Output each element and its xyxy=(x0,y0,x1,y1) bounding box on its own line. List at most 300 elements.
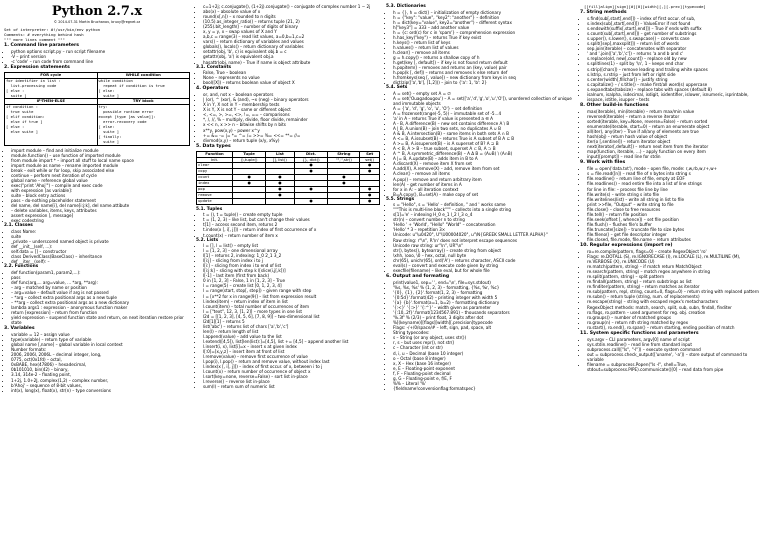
list-item: • s.upper(), s.lower(), s.swapcase() – converts case xyxy=(587,36,764,41)
list-item: • str(), bytes(), bytearray() – create string from object xyxy=(393,248,574,253)
list-item: • def __init__(self, ...): xyxy=(11,244,190,249)
list-item: • file.flush() – flushes file's buffer xyxy=(587,222,764,227)
table-cell: (),tuple() xyxy=(233,157,266,163)
table-header: Set xyxy=(360,151,380,157)
list-item: • ro=re.compile(pattern, flags=0) – create RegexObject 'ro' xyxy=(587,249,764,254)
section-title: 2.2. Functions xyxy=(4,264,39,270)
list-item: • s.lstrip, s.rstrip – just from left or right side xyxy=(587,72,764,77)
list-item: • l[i:j:k] – slicing with step k l[slice(i,j[,k])] xyxy=(203,268,380,273)
list-item: • d, i, u – Decimal (base 10 integer) xyxy=(393,351,574,356)
table-cell: ● xyxy=(328,175,360,181)
files-list xyxy=(580,166,764,242)
table-cell: ● xyxy=(266,181,294,187)
variables-list xyxy=(4,332,190,393)
list-item: • s[1]='e' – indexing H_0 e_1 l_2 l_3 o_4 xyxy=(393,212,574,217)
lists-list xyxy=(196,243,380,389)
list-item: • file.seek(offset [, whence]) – set file position xyxy=(587,217,764,222)
list-item: • t = (1, 2, 3) – like list, but can't change their values xyxy=(203,217,380,222)
section-title: 2.1. Classes xyxy=(4,223,33,229)
table-cell: ● xyxy=(328,181,360,187)
list-item: • %% – Literal '%' xyxy=(393,381,574,386)
table-cell: ● xyxy=(233,175,266,181)
section-title: 5. Data types xyxy=(196,143,231,149)
list-item: • t.index(x [, i[, j]]) – return index of first occurrence of x xyxy=(203,227,380,232)
list-item: • – arg=value – default value if arg is not passed xyxy=(11,290,190,295)
list-item: • h.values() – return list of values xyxy=(393,45,574,50)
list-item: • l[-1] – last item (first from back) xyxy=(203,273,380,278)
list-item: • for line in file: – process file line by line xyxy=(587,187,764,192)
strings-list xyxy=(386,202,574,273)
sets-list xyxy=(386,91,574,197)
table-cell: for identifier in list : list-processing code [ else : suite ] xyxy=(5,78,98,99)
list-item: • str(n) – convert number n to string xyxy=(393,217,574,222)
list-item: • h.keys() – return list of keys xyxy=(393,40,574,45)
list-item: • Flags: re.DOTALL (S), re.IGNORECASE (I), re.LOCALE (L), re.MULTILINE (M), re.VERBOSE (X), re.UNICODE (U) xyxy=(587,254,764,264)
section-title: 5.2. Lists xyxy=(196,237,219,243)
list-item: • t = (), t = tuple() – create empty tuple xyxy=(203,212,380,217)
list-item: • x**y, pow(x,y) – power x^y xyxy=(203,128,380,133)
list-item: • bool([X]) – returns boolean value of object X xyxy=(203,80,380,85)
list-item: • A = frozenset(range(-5, 5)) – immutable set of -5...4 xyxy=(393,111,574,116)
list-item: • pass xyxy=(11,275,190,280)
list-item: • String typecodes: xyxy=(393,330,574,335)
list-item: • l.index(item) – return index of item in list xyxy=(203,299,380,304)
table-cell: copy xyxy=(197,169,233,175)
list-item: • x, y = y, x – swap values of X and Y xyxy=(203,29,380,34)
list-item: • getattr(obj, 'a') is equivalent obj.a xyxy=(203,54,380,59)
list-item: • A >= B, A.issuperset(B) – is A superset of B? A ⊇ B xyxy=(393,141,574,146)
list-item: • re.split(pattern, string) – split pattern xyxy=(587,274,764,279)
list-item: • s.center(width[,fillchar]) – justify string xyxy=(587,77,764,82)
list-item: • A < B, A > B – true subset, superset A ⊂ B, A ⊃ B xyxy=(393,146,574,151)
list-item: • Flags: -/+/0/space/# – left, sign, pad, space, alt xyxy=(393,325,574,330)
list-item: • '{:10,.2f}'.format(1234567.891) – thousands separators xyxy=(393,310,574,315)
table-row xyxy=(197,198,380,204)
table-cell: try: possible runtime error except [type [as value]]: error-recovery code [ else: suite ] [ finally: suite ] xyxy=(97,105,190,145)
list-item: • s.count(sub[,start[,end]]) – get number of substrings xyxy=(587,31,764,36)
list-item: • g = h.copy() – returns a shallow copy of h xyxy=(393,55,574,60)
list-item: • l.remove(value) – remove first occurrence of value xyxy=(203,354,380,359)
list-item: • enumerate(iterable, start=0) – return an enumerate object xyxy=(587,124,764,129)
list-item: • iter(o [,sentinel]) – return iterator object xyxy=(587,139,764,144)
table-cell: index xyxy=(197,181,233,187)
list-item: • l2d[1][1] – returns 5 xyxy=(203,319,380,324)
list-item: • def func(arg,... arg=value, ... *arg, **arg): xyxy=(11,280,190,285)
list-item: • ro.flags, ro.pattern – used argument for reg. obj. creation xyxy=(587,310,764,315)
list-item: • len(l) – return length of list xyxy=(203,329,380,334)
list-item: • s.find(sub[,start[,end]]) – index of first occur. of sub, xyxy=(587,16,764,21)
list-item: • '%s, %s, %s' % (1, 2, 3) – formatting, {%s, %r, %c} xyxy=(393,285,574,290)
list-item: • """This is multi-line block""" – collects into a single string xyxy=(393,207,574,212)
table-cell: ● xyxy=(266,187,294,193)
list-item: • b'Ahoj' – sequence of 8-bit values, xyxy=(11,383,190,388)
list-item: • -c 'code' – run code from command line xyxy=(11,59,190,64)
table-cell: ● xyxy=(360,198,380,204)
list-item: • l[:0]=[x,y,z] – insert item at front of list xyxy=(203,349,380,354)
section-title: 4. Operators xyxy=(196,86,229,92)
list-item: • l[i:] – slicing from index i to end of list xyxy=(203,263,380,268)
list-item: • A = {'a', 'd', 'g', 'o', 'u', 'O'} – set definition xyxy=(393,106,574,111)
list-item: • return [expression] – return from function xyxy=(11,310,190,315)
list-item: • X in Y, X not in Y – membership tests xyxy=(203,102,380,107)
list-item: • re.escape(string) – string with escaped regex's metacharacters xyxy=(587,299,764,304)
numeric-list xyxy=(196,4,380,65)
list-item: • _private – underscored named object is private xyxy=(11,239,190,244)
list-item: • file.fileno() – get file descriptor integer xyxy=(587,232,764,237)
list-item: • '%.3f' % (2/3) – print float, 3 digits after dot xyxy=(393,315,574,320)
list-item: • l = range(start, stop[, step]) – given range with step xyxy=(203,288,380,293)
list-item: • out = subprocess.check_output(['uname', '-a']) – store output of command to variable xyxy=(587,352,764,362)
list-item: • module.function() – use function of imported module xyxy=(11,153,190,158)
list-item: • re.sub(pattern, repl, string, count=0, flags=0) – return string with replaced pattern xyxy=(587,289,764,294)
classes-list xyxy=(4,229,190,264)
table-cell xyxy=(328,198,360,204)
list-item: • 0xBABE, hex(47806) – hexadecimal, xyxy=(11,362,190,367)
list-item: • A = set() – empty set A = ∅ xyxy=(393,91,574,96)
intro-line: """ more lines comment """ xyxy=(4,36,65,42)
table-header: TRY block xyxy=(97,99,190,105)
list-item: • eval(s) – convert and execute code given by string xyxy=(393,263,574,268)
list-item: • hasattr(obj, name) – True if name is object attribute xyxy=(203,60,380,65)
table-cell: clear xyxy=(197,163,233,169)
list-item: • re.subn() – return tuple (string, num. of replacements) xyxy=(587,294,764,299)
list-item: • 'a' in A – returns True if value is presented a ∈ A xyxy=(393,116,574,121)
list-item: • += &= -= |= *= ^= /= >>= %= <<= **= //= xyxy=(203,133,380,138)
list-item: • print(value1, sep=' ', end='\n', file=sys.stdout) xyxy=(393,280,574,285)
list-item: • l.count(item) – total number of occurrences of item xyxy=(203,304,380,309)
list-item: • h.clear() – remove all items xyxy=(393,50,574,55)
page-title: Python 2.7.x xyxy=(51,4,143,19)
table-header: IF-THEN-ELSE xyxy=(5,99,98,105)
list-item: • vars() – return dictionary of variables and values xyxy=(203,39,380,44)
list-item: • l[1] – returns 2, indexing: 1_0 2_1 3_2 xyxy=(203,253,380,258)
list-item: • t[1] – access second item, returns 2 xyxy=(203,222,380,227)
list-item: • suite xyxy=(11,234,190,239)
list-item: • g, G – Floating-point e, f/E, F xyxy=(393,376,574,381)
list-item: • setattr(obj, 'b', c) is equivalent obj.b = c xyxy=(203,49,380,54)
list-item: • file.truncate([size]) – truncate file to size bytes xyxy=(587,227,764,232)
list-item: • {fieldname!conversionflag:formatspec} xyxy=(393,386,574,391)
list-item: • l[i:j] – slicing from index i to j xyxy=(203,258,380,263)
list-item: • abs(x) – absolute value of x xyxy=(203,9,380,14)
section-title: 11. System specific functions and parameters xyxy=(580,330,699,336)
list-item: • dict(zip(['a','b'], [1,2])) – join to {'a': 1, 'b': 2} xyxy=(393,80,574,85)
list-item: • sys.stdin.readline() – read line from standard input xyxy=(587,342,764,347)
list-item: • h = {c: ord(c) for c in 'spam'} – comprehension expression xyxy=(393,30,574,35)
functions-list xyxy=(4,270,190,326)
intro-line: Comments: # everything behind hash xyxy=(4,31,84,37)
list-item: • round(x[,n]) – x rounded to n digits xyxy=(203,14,380,19)
table-cell: ● xyxy=(294,187,328,193)
list-item: • l.reverse() – reverse list in-place xyxy=(203,379,380,384)
list-item: • file.tell() – return file position xyxy=(587,212,764,217)
list-item: • A.add(X), A.remove(X) – add, remove item from set xyxy=(393,166,574,171)
table-header: FOR cycle xyxy=(5,72,98,78)
list-item: • sep.join(iterable) – concatenates with separator xyxy=(587,46,764,51)
list-item: • 'Hello ' + 'World', "Hello" "World" – concatenation xyxy=(393,222,574,227)
list-item: • e, E – Floating-point exponent xyxy=(393,366,574,371)
list-item: • self.data = [] – constructor xyxy=(11,249,190,254)
list-item: • A |= B, A.update(B) – adds item in B to A xyxy=(393,156,574,161)
list-item: • l = range(5) – create list [0, 1, 2, 3, 4] xyxy=(203,283,380,288)
list-item: • reversed(iterable) – return a reverse iterator xyxy=(587,114,764,119)
list-item: • class Name: xyxy=(11,229,190,234)
list-item: • def __iter__(self): – xyxy=(11,259,190,264)
list-item: • 1+2j, 1.0+2J, complex(1,2) – complex number, xyxy=(11,378,190,383)
list-item: • globals(), locals() – return dictionary of variables xyxy=(203,44,380,49)
column-4 xyxy=(580,4,764,372)
list-item: • variable = 12 – assign value xyxy=(11,332,190,337)
list-item: • sorted(iterable, key=None, reverse=False) – return sorted xyxy=(587,119,764,124)
table-cell: pop xyxy=(197,187,233,193)
list-item: • subprocess.call(["ls", "-l"]) – execute system command xyxy=(587,347,764,352)
list-item: • A = set('Ouagadougou') – A = set(['a','d','g','o','u','O']), unordered collection of unique and immutable objects xyxy=(393,96,574,106)
list-item: • from module import * – import all stuff to local name space xyxy=(11,158,190,163)
list-item: • a,b,c = range(3) – read list values, a=0,b=1,c=2 xyxy=(203,34,380,39)
list-item: • Unicode raw string: ur"\n", UR"\n" xyxy=(393,243,574,248)
list-item: • exec codestring xyxy=(11,218,190,223)
operators-list xyxy=(196,92,380,142)
list-item: • '{0:5d}'.format(42) – printing integer with width 5 xyxy=(393,295,574,300)
list-item: • (255).bit_length() – number of digits of binary xyxy=(203,24,380,29)
list-item: • A.clear() – remove all items xyxy=(393,171,574,176)
list-item: • <, <=, >, >=, <>, !=, == – comparisons xyxy=(203,112,380,117)
section-title: 5.1. Tuples xyxy=(196,206,223,212)
list-item: • A & B, A.intersection(B) – same items in both sets A ∩ B xyxy=(393,131,574,136)
table-cell: set() xyxy=(360,157,380,163)
list-item: • h = {"key": "value", "key2": "another"} – definition xyxy=(393,15,574,20)
list-item: • type(variable) – return type of variable xyxy=(11,337,190,342)
list-item: • file.closed, file.mode, file.name – return attributes xyxy=(587,237,764,242)
table-cell: ● xyxy=(266,193,294,199)
table-cell: count xyxy=(197,175,233,181)
list-item: • s.split([sep[,maxsplit]]) – return list of words xyxy=(587,41,764,46)
list-item: • '{a} {b}'.format(a=1, b=2) – formatting dictionary xyxy=(393,300,574,305)
section-title: 3.1. Constants xyxy=(196,64,232,70)
list-item: • next(iterator[,default]) – return next item from the iterator xyxy=(587,144,764,149)
list-item: • s.strip([chars]) – remove leading and trailing white spaces xyxy=(587,67,764,72)
table-cell: update xyxy=(197,198,233,204)
list-item: • s.index(sub[,start[,end]]) – ValueError if not found xyxy=(587,21,764,26)
list-item: • X is Y, X is not Y – same or different object xyxy=(203,107,380,112)
list-item: • del name, del name[i], del name[i:j:k], del name.attibute xyxy=(11,203,190,208)
column-1 xyxy=(4,4,190,393)
table-cell: {}, dict() xyxy=(294,157,328,163)
list-item: • h["key3"] = 333 – add another value xyxy=(393,25,574,30)
list-item: • s = "Hello", s = 'Hello' – definition, " and ' works same xyxy=(393,202,574,207)
table-cell xyxy=(266,198,294,204)
list-item: • isalnum, isalpha, isdecimal, isdigit, isidentifier, islower, isnumeric, isprintable, isspace, istitle, isupper – tests xyxy=(587,92,764,102)
list-item: • re.search(pattern, string) – match regex anywhere in string xyxy=(587,269,764,274)
table-cell: "",'',str() xyxy=(328,157,360,163)
list-item: • A - B, A.difference(B) – new set contains difference A \ B xyxy=(393,121,574,126)
list-item: • file.close() – close to free resources xyxy=(587,207,764,212)
list-item: • h.has_key("key") – returns True if key exist xyxy=(393,35,574,40)
list-item: • file.readline() – return line of file, empty at EOF xyxy=(587,176,764,181)
list-item: • break – exit while or for loop, skip associated else xyxy=(11,168,190,173)
list-item: • l.append(value) – add value to the list xyxy=(203,334,380,339)
list-item: • h.pop(k [, def]) – returns and removes k else return def xyxy=(393,70,574,75)
table-cell: [], list() xyxy=(266,157,294,163)
list-item: • s.endswith(suffix[,start[,end]]) – True if ends with suffix xyxy=(587,26,764,31)
list-item: • import module – find and initialize module xyxy=(11,148,190,153)
list-item: • l.pop(i), l.pop() – return and remove value, without index last xyxy=(203,359,380,364)
table-header: Function xyxy=(197,151,233,157)
list-item: • A.pop() – remove and return arbitrary item xyxy=(393,177,574,182)
regex-list xyxy=(580,249,764,330)
dictionaries-list xyxy=(386,10,574,86)
section-title: 3. Variables xyxy=(4,326,35,332)
list-item: • (10.5).as_integer_ratio() – returns tuple (21, 2) xyxy=(203,19,380,24)
list-item: • h = {}, h = dict() – initialization of empty dictionary xyxy=(393,10,574,15)
list-item: • h.fromkeys(seq [, value]) – new dictionary from keys in seq xyxy=(393,75,574,80)
table-cell: ● xyxy=(266,175,294,181)
table-header: Dict. xyxy=(294,151,328,157)
format-spec-line: [[fill]align][sign][#][0][width][,][.prec][typecode] xyxy=(584,4,706,9)
list-item: • import module as name – rename imported module xyxy=(11,163,190,168)
table-cell: if condition : true suite [ elif condition: else if true ] [ else : else suite ] xyxy=(5,105,98,145)
list-item: • re.match(pattern, string) – if match return MatchObject xyxy=(587,264,764,269)
list-item: • 0b101010, bin(42) – binary, xyxy=(11,367,190,372)
column-3 xyxy=(386,4,574,391)
section-title: 7. String methods xyxy=(580,10,627,16)
table-cell: ● xyxy=(360,187,380,193)
list-item: • chr(65), unichr(65), ord('A') – returns character, ASCII code xyxy=(393,258,574,263)
list-item: • max(iterable), min(iterable) – return max/min value xyxy=(587,109,764,114)
list-item: • pass – do-nothing placeholder statement xyxy=(11,198,190,203)
table-cell: remove xyxy=(197,193,233,199)
list-item: • A <= B, A.issubset(B) – returns True is A subset of B A ⊆ B xyxy=(393,136,574,141)
command-line-list xyxy=(4,49,190,64)
table-header: List xyxy=(266,151,294,157)
section-title: 5.4. Sets xyxy=(386,85,408,91)
list-item: • False, True – boolean xyxy=(203,70,380,75)
list-item: • 'Hello' * 3 – repetition 3× xyxy=(393,227,574,232)
list-item: • l.extend([4,5]), list[len(list):]=[4,5], list += [4,5] – append another list xyxy=(203,339,380,344)
section-title: 2. Expression statements xyxy=(4,64,70,70)
list-item: • l2d = [[1, 2, 3], [4, 5, 6], [7, 8, 9]] – two-dimensional list xyxy=(203,314,380,319)
list-item: • | (or), ^ (xor), & (and), ~x (neg) – binary operators xyxy=(203,97,380,102)
list-item: • RegexObject methods: match, search, split, sub, subn, findall, finditer xyxy=(587,305,764,310)
list-item: • -V – print version xyxy=(11,54,190,59)
system-list xyxy=(580,337,764,372)
list-item: • x << n, x >> n – bitwise shifts by n bits xyxy=(203,122,380,127)
list-item: • or, and, not x – boolean operators xyxy=(203,92,380,97)
list-item: • l.count(x) – return number of occurrence of object x xyxy=(203,369,380,374)
list-item: • l = [1, 2, 3] – one dimensional array xyxy=(203,248,380,253)
list-item: • h.popitem() – removes and returns an (key, value) pair xyxy=(393,65,574,70)
list-item: • l = ["text", 12, 3, [1, 2]] – more types in one list xyxy=(203,309,380,314)
list-item: • – **arg – collect extra positional args as a new dictionary xyxy=(11,300,190,305)
intro-block xyxy=(4,27,190,42)
list-item: • file.readlines() – read entire file into a list of line strings xyxy=(587,181,764,186)
list-item: • all(iter), any(iter) – True if all/any of elements are true xyxy=(587,129,764,134)
constants-list xyxy=(196,70,380,85)
list-item: • h = dict(key="value", key2="another") – different syntax xyxy=(393,20,574,25)
string-methods-list xyxy=(580,16,764,102)
list-item: • s – String (or any object, uses str()) xyxy=(393,335,574,340)
list-item: • sys.argv – CLI parameters, argv[0] name of script xyxy=(587,337,764,342)
column-2 xyxy=(196,4,380,389)
statements-list xyxy=(4,148,190,224)
list-item: • filename = subprocess.Popen("ls -l", shell=True, stdout=subprocess.PIPE).communicate()[0] – read data from pipe xyxy=(587,362,764,372)
list-item: • 0 in [1, 2, 3] – False, 1 in [1, 2, 3] – True xyxy=(203,278,380,283)
list-item: • A ^ B, A.symmetric_difference(B) – A Δ B = (A∪B) \ (A∩B) xyxy=(393,151,574,156)
list-item: • c – Character (int or str) xyxy=(393,345,574,350)
list-item: • '{0}, {1}, {2}'.format(1, 2, 3) – formatting xyxy=(393,290,574,295)
table-header: String xyxy=(328,151,360,157)
list-item: • x, X – Hex (base 16 integer) xyxy=(393,361,574,366)
list-item: • def function(param1, param2,...): xyxy=(11,270,190,275)
list-item: • A.discard(X) – remove item X from set xyxy=(393,161,574,166)
list-item: • for x in A: – all iteration context xyxy=(393,187,574,192)
list-item: • suite – block entry actions xyxy=(11,193,190,198)
section-title: 10. Regular expressions (import re) xyxy=(580,243,673,249)
list-item: • ro.group(n) – return nth string matched by regex xyxy=(587,320,764,325)
list-item: • list('abc') – returns list of chars ['a','b','c'] xyxy=(203,324,380,329)
list-item: • input([prompt]) – read line for stdin xyxy=(587,154,764,159)
list-item: • s.expandtabs(tabsize) – replace tabs with spaces (default 8) xyxy=(587,87,764,92)
list-item: • map(function, iterable, ...) – apply function on every item xyxy=(587,149,764,154)
table-cell: ● xyxy=(360,169,380,175)
list-item: • l = [x**2 for x in range(9)] – list from expression result xyxy=(203,294,380,299)
list-item: • s.replace(old, new[,count]) – replace old by new xyxy=(587,56,764,61)
page-subtitle: © 2014-07-31 Martin Bruchanov, bruxy@regnet.cz xyxy=(53,20,141,24)
section-title: 5.5. Strings xyxy=(386,196,415,202)
list-item: • yield expression – suspend function state and return, on next iteration restore prior state xyxy=(11,315,190,325)
list-item: • int(x), long(x), float(x), str(n) – type conversions xyxy=(11,388,190,393)
list-item: • Number formats: xyxy=(11,347,190,352)
list-item: • ' and '.join(['a','b','c']) – returns 'a and b and c' xyxy=(587,51,764,56)
list-item: • None – represents no value xyxy=(203,75,380,80)
list-item: • – *arg – collect extra positional args as a new tuple xyxy=(11,295,190,300)
list-item: • 0775, oct(0x1fd) – octal, xyxy=(11,357,190,362)
list-item: • execfile(filename) – like eval, but for whole file xyxy=(393,268,574,273)
list-item: • l.sort(key=none, reverse=False) – sort list in-place xyxy=(203,374,380,379)
formatting-list xyxy=(386,280,574,391)
list-item: • assert expression [, message] xyxy=(11,213,190,218)
tuples-list xyxy=(196,212,380,237)
list-item: • global name – reference global value xyxy=(11,178,190,183)
data-types-table xyxy=(196,151,380,205)
section-title: 6. Output and formating xyxy=(386,273,450,279)
list-item: • l.insert(i, x), list[i]=x – insert x at given index xyxy=(203,344,380,349)
list-item: • o – Octal (base 8 integer) xyxy=(393,356,574,361)
section-title: 5.3. Dictionaries xyxy=(386,4,426,9)
list-item: • file = open('data.txt'), mode – open file, mode: r,w,rb,w,r+,w+ xyxy=(587,166,764,171)
list-item: • '{:<}' '{:>}' '{:^}' – width given as parameter xyxy=(393,305,574,310)
list-item: • file.writelines(list) – write all string in list to file xyxy=(587,197,764,202)
table-cell: ● xyxy=(233,181,266,187)
list-item: • A | B, A.union(B) – join two sets, no duplicates A ∪ B xyxy=(393,126,574,131)
control-flow-table xyxy=(4,72,190,146)
list-item: • re.finditer(pattern, string) – return matches as iterator xyxy=(587,284,764,289)
list-item: • with expression [as variable]: xyxy=(11,188,190,193)
section-title: 8. Other build-in functions xyxy=(580,102,649,108)
list-item: • l.index(x [, i[, j]]) – index of first occur. of x, between i to j xyxy=(203,364,380,369)
table-header: WHILE condition xyxy=(97,72,190,78)
list-item: • len(A) – get number of items in A xyxy=(393,182,574,187)
list-item: • h.get(key [, default]) – if key is not found return default xyxy=(393,60,574,65)
list-item: • s.splitlines(1) – split by '\n', 1 – keeps end char xyxy=(587,61,764,66)
list-item: • – arg – matched by name or position xyxy=(11,285,190,290)
section-title: 9. Work with files xyxy=(580,160,626,166)
list-item: • global name [,name] – global variable in local context xyxy=(11,342,190,347)
list-item: • t.count(x) – return number of item x xyxy=(203,233,380,238)
list-item: • divmod(x,y) – return tuple (x/y, x%y) xyxy=(203,138,380,143)
list-item: • sum(l) – return sum of numeric list xyxy=(203,384,380,389)
list-item: • class DerivedClass(BaseClass) – inheritance xyxy=(11,254,190,259)
